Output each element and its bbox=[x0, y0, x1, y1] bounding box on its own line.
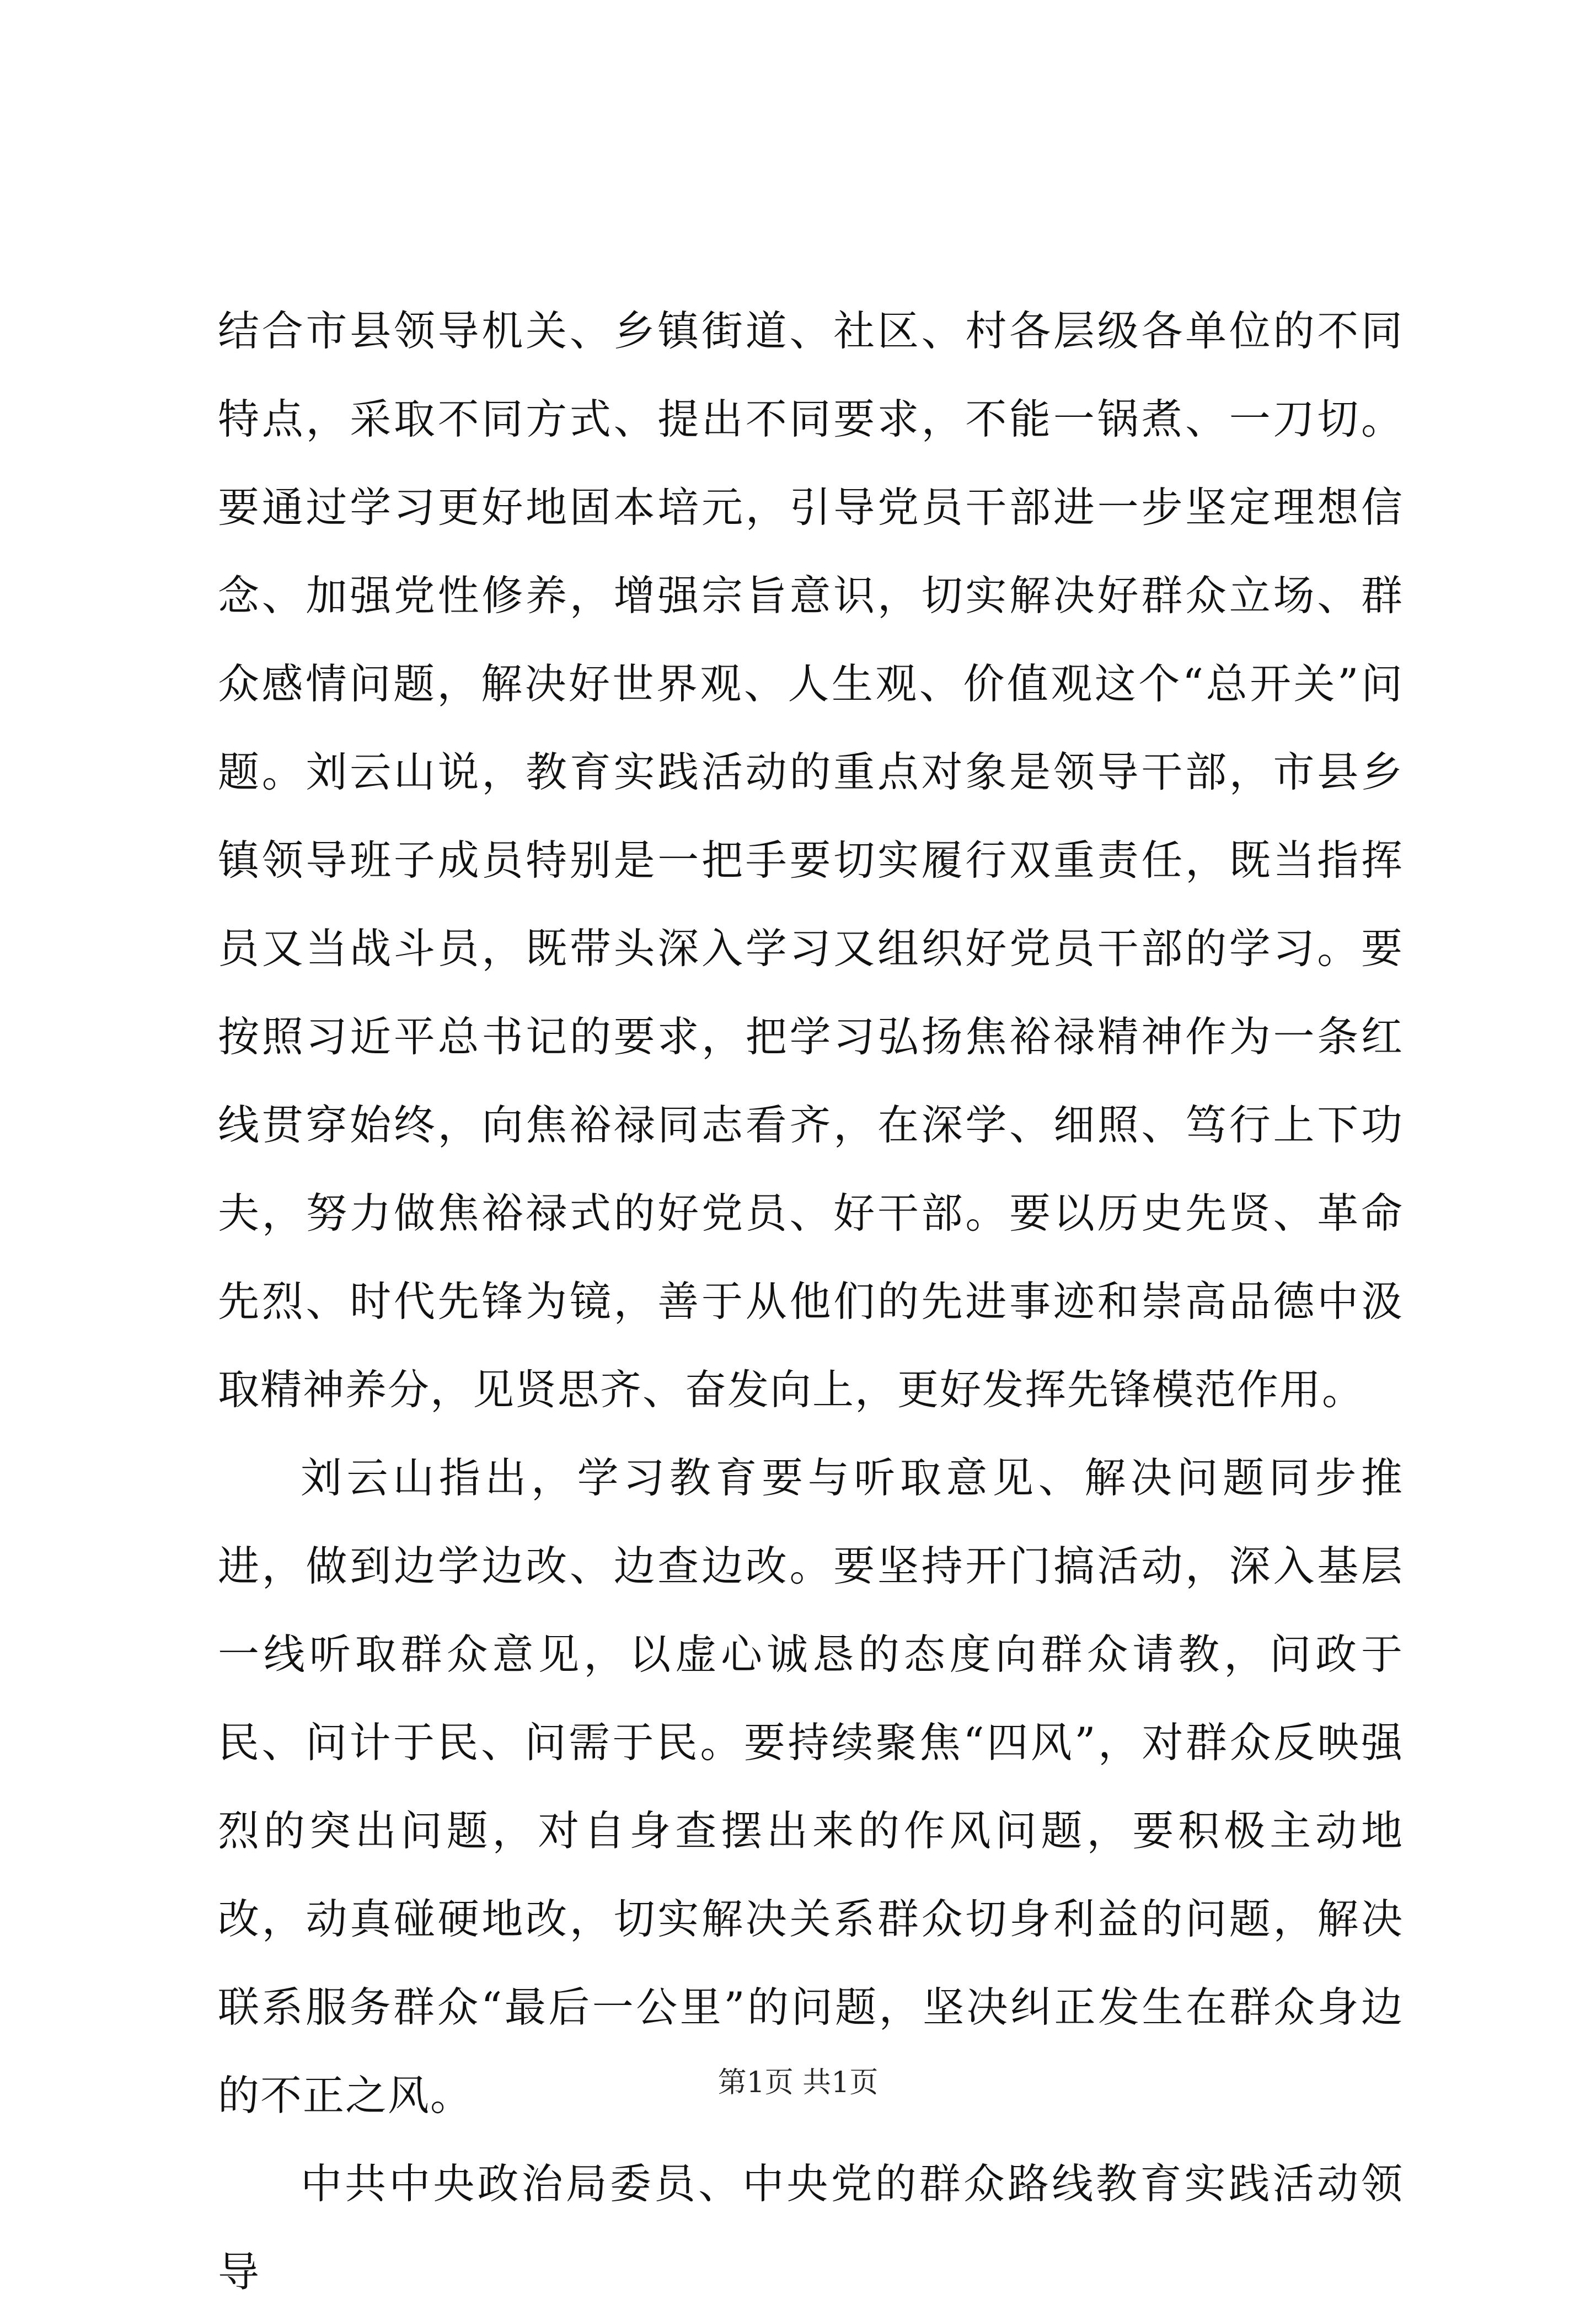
paragraph-2: 刘云山指出，学习教育要与听取意见、解决问题同步推进，做到边学边改、边查边改。要坚持开门搞活动，深入基层一线听取群众意见，以虚心诚恳的态度向群众请教，问政于民、问计于民、问需于民。要持续聚焦“四风”，对群众反映强烈的突出问题，对自身查摆出来的作风问题，要积极主动地改，动真碰硬地改，切实解决关系群众切身利益的问题，解决联系服务群众“最后一公里”的问题，坚决纠正发生在群众身边的不正之风。 bbox=[218, 1454, 1404, 2120]
paragraph-1: 结合市县领导机关、乡镇街道、社区、村各层级各单位的不同特点，采取不同方式、提出不同要求，不能一锅煮、一刀切。要通过学习更好地固本培元，引导党员干部进一步坚定理想信念、加强党性修养，增强宗旨意识，切实解决好群众立场、群众感情问题，解决好世界观、人生观、价值观这个“总开关”问题。刘云山说，教育实践活动的重点对象是领导干部，市县乡镇领导班子成员特别是一把手要切实履行双重责任，既当指挥员又当战斗员，既带头深入学习又组织好党员干部的学习。要按照习近平总书记的要求，把学习弘扬焦裕禄精神作为一条红线贯穿始终，向焦裕禄同志看齐，在深学、细照、笃行上下功夫，努力做焦裕禄式的好党员、好干部。要以历史先贤、革命先烈、时代先锋为镜，善于从他们的先进事迹和崇高品德中汲取精神养分，见贤思齐、奋发向上，更好发挥先锋模范作用。 bbox=[218, 307, 1404, 1414]
paragraph-3: 中共中央政治局委员、中央党的群众路线教育实践活动领导 bbox=[218, 2159, 1404, 2296]
page-footer: 第1页 共1页 bbox=[717, 2066, 879, 2099]
document-body bbox=[218, 287, 1404, 2316]
